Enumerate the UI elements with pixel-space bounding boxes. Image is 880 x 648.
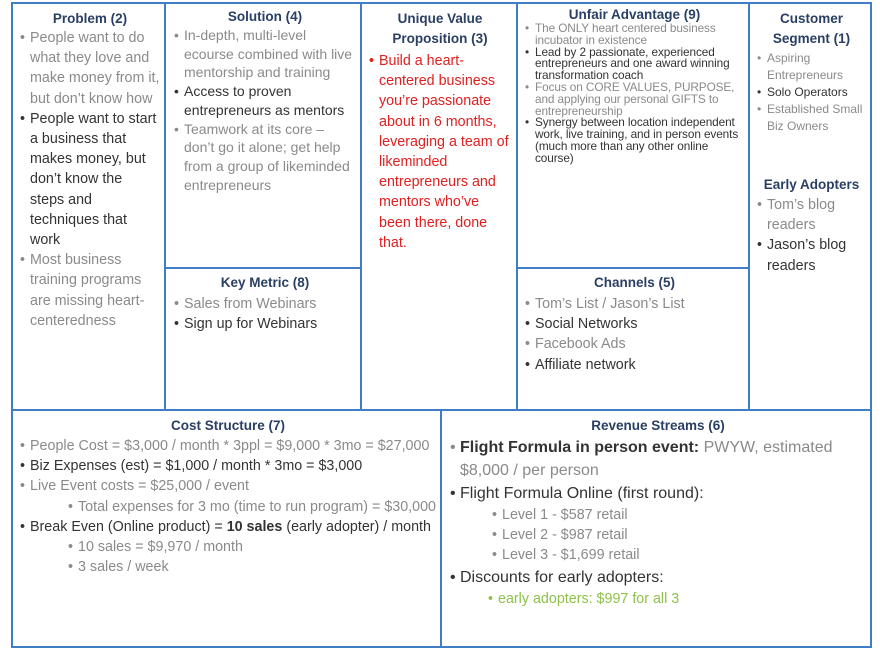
revenue-level-2: • Level 2 - $987 retail (492, 525, 866, 545)
list-item: • Affiliate network (525, 355, 744, 375)
key-metric-list (174, 294, 356, 334)
revenue-discounts: • Discounts for early adopters: (450, 566, 866, 589)
early-adopters-title: Early Adopters (763, 177, 860, 192)
key-metric-title: Key Metric (8) (220, 275, 310, 290)
revenue-discount-items (488, 589, 866, 609)
list-item: • In-depth, multi-level ecourse combined with live mentorship and training (174, 26, 356, 82)
channels-title: Channels (5) (593, 275, 675, 290)
solution-list (174, 26, 356, 194)
list-item: • Facebook Ads (525, 334, 744, 354)
cost-sales-week: • 3 sales / week (68, 557, 436, 577)
cost-sales-month: • 10 sales = $9,970 / month (68, 537, 436, 557)
early-adopters-list (757, 195, 866, 276)
revenue-discounts-list (450, 566, 866, 589)
list-item: • Aspiring Entrepreneurs (757, 50, 866, 84)
cost-structure-title: Cost Structure (7) (170, 418, 285, 433)
list-item: • Tom’s List / Jason’s List (525, 294, 744, 314)
cost-break-even-post: (early adopter) / month (282, 518, 431, 535)
problem-list (20, 28, 160, 331)
list-item: • The ONLY heart centered business incubator in existence (525, 23, 744, 47)
solution-title: Solution (4) (227, 9, 303, 24)
customer-segment-title: Customer Segment (1) (772, 11, 851, 46)
revenue-level-3: • Level 3 - $1,699 retail (492, 545, 866, 565)
channels-list (525, 294, 744, 375)
revenue-levels-list (492, 505, 866, 566)
list-item: • Access to proven entrepreneurs as mentors (174, 82, 356, 119)
revenue-streams-title: Revenue Streams (6) (591, 418, 725, 433)
list-item: • Synergy between location independent work, live training, and in person events (much more than any other online course) (525, 117, 744, 164)
revenue-event-label: Flight Formula in person event: (460, 439, 700, 456)
key-metric-cell (164, 267, 362, 411)
customer-segment-cell (748, 2, 872, 411)
revenue-discount-item: • early adopters: $997 for all 3 (488, 589, 866, 609)
list-item: • Jason’s blog readers (757, 235, 866, 275)
list-item: • Established Small Biz Owners (757, 101, 866, 135)
cost-break-even (20, 517, 436, 537)
list-item: • Sales from Webinars (174, 294, 356, 314)
unfair-advantage-title: Unfair Advantage (9) (568, 7, 701, 22)
revenue-event-rest: PWYW, estimated $8,000 / per person (460, 439, 833, 479)
cost-break-even-pre: Break Even (Online product) = (30, 518, 227, 535)
revenue-streams-list (450, 436, 866, 505)
revenue-streams-cell (440, 409, 872, 648)
cost-total: • Total expenses for 3 mo (time to run program) = $30,000 (68, 497, 436, 517)
cost-break-even-bold: 10 sales (226, 518, 283, 535)
list-item: • People want to do what they love and make money from it, but don’t know how (20, 28, 160, 109)
list-item: • Solo Operators (757, 84, 866, 101)
list-item: • Teamwork at its core – don’t go it alone; get help from a group of likeminded entrepreneurs (174, 120, 356, 195)
cost-biz: • Biz Expenses (est) = $1,000 / month * 3mo = $3,000 (20, 456, 436, 476)
list-item: • Lead by 2 passionate, experienced entrepreneurs and one award winning transformation coach (525, 47, 744, 82)
revenue-online: • Flight Formula Online (first round): (450, 482, 866, 505)
channels-cell (516, 267, 750, 411)
list-item: • People want to start a business that makes money, but don’t know the steps and techniques that work (20, 109, 160, 250)
customer-segment-list (757, 50, 866, 135)
cost-event: • Live Event costs = $25,000 / event (20, 476, 436, 496)
cost-structure-list (20, 436, 436, 577)
uvp-list (369, 51, 511, 253)
cost-people: • People Cost = $3,000 / month * 3ppl = $9,000 * 3mo = $27,000 (20, 436, 436, 456)
list-item: • Build a heart-centered business you’re passionate about in 6 months, leveraging a team of likeminded entrepreneurs and mentors who’ve been there, done that. (369, 51, 511, 253)
list-item: • Sign up for Webinars (174, 314, 356, 334)
list-item: • Tom’s blog readers (757, 195, 866, 235)
list-item: • Most business training programs are missing heart-centeredness (20, 250, 160, 331)
list-item: • Focus on CORE VALUES, PURPOSE, and applying our personal GIFTS to entrepreneurship (525, 82, 744, 117)
revenue-level-1: • Level 1 - $587 retail (492, 505, 866, 525)
uvp-title: Unique Value Proposition (3) (392, 11, 488, 46)
problem-title: Problem (2) (52, 11, 128, 26)
cost-structure-cell (11, 409, 442, 648)
unfair-advantage-cell (516, 2, 750, 269)
solution-cell (164, 2, 362, 269)
uvp-cell (360, 2, 518, 411)
lean-canvas (8, 0, 872, 648)
list-item: • Social Networks (525, 314, 744, 334)
unfair-advantage-list (525, 23, 744, 165)
revenue-event (450, 436, 866, 482)
problem-cell (11, 2, 166, 411)
